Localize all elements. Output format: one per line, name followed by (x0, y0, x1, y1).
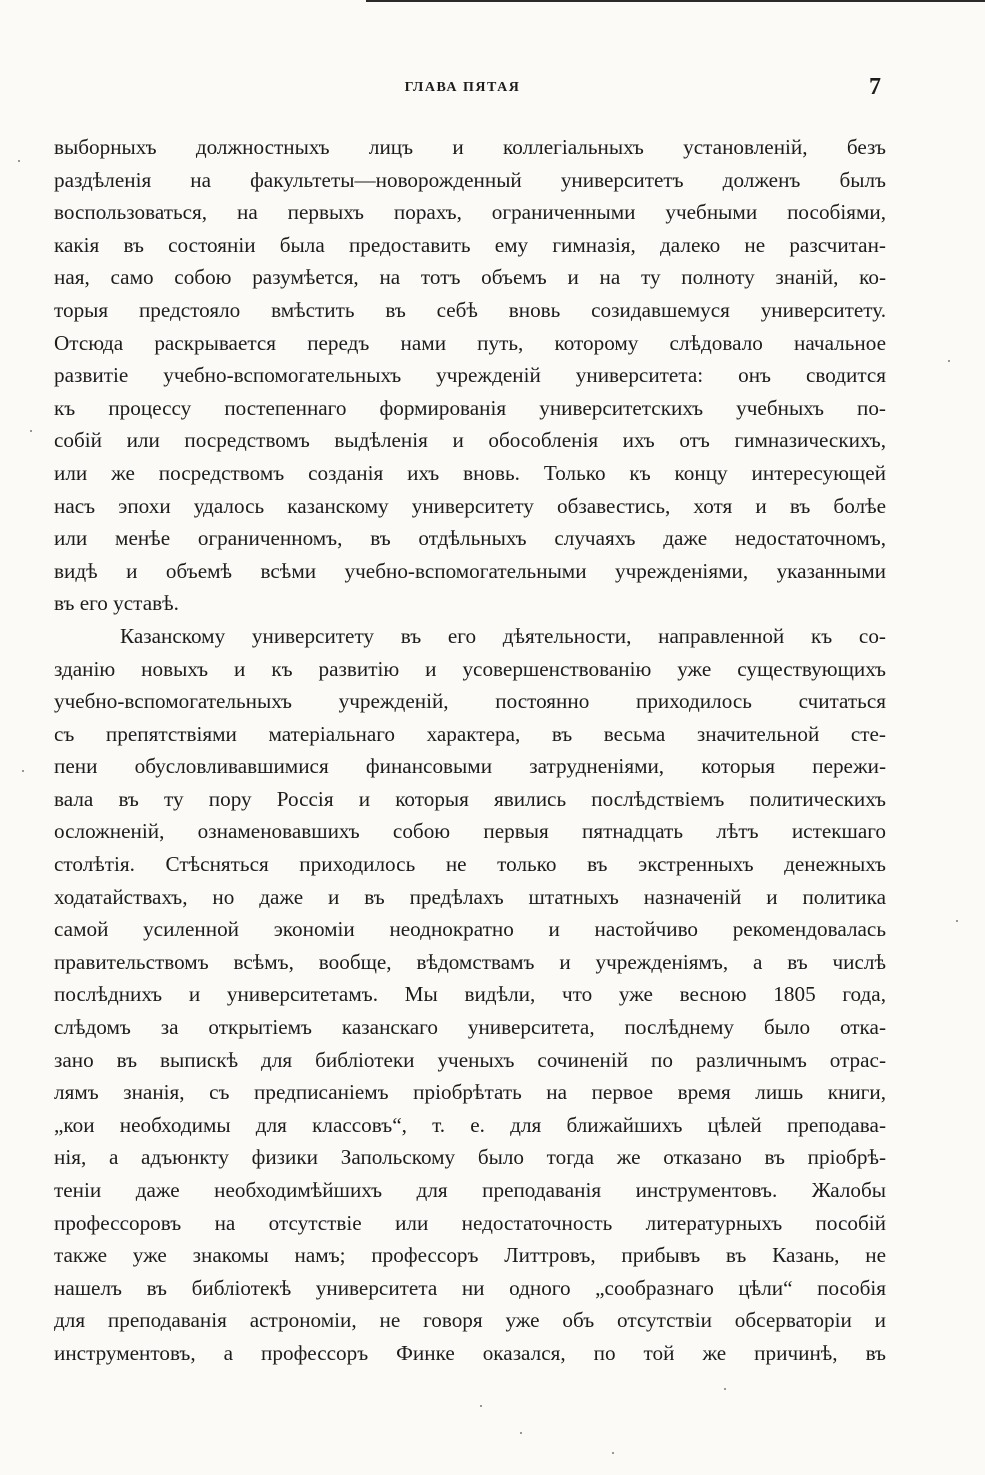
scan-speck (724, 1388, 726, 1390)
text-line: Казанскому университету въ его дѣятельности, направленной къ со- (120, 623, 886, 648)
text-line: собій или посредствомъ выдѣленія и обособленія ихъ отъ гимназическихъ, (54, 428, 886, 453)
text-line: теніи даже необходимѣйшихъ для преподаванія инструментовъ. Жалобы (54, 1178, 886, 1202)
text-line: учебно-вспомогательныхъ учрежденій, постоянно приходилось считаться (54, 689, 886, 714)
text-line: съ препятствіями матеріальнаго характера, въ весьма значительной сте- (54, 721, 886, 746)
text-line: торыя предстояло вмѣстить въ себѣ вновь созидавшемуся университету. (54, 297, 886, 322)
text-line: самой усиленной экономіи неоднократно и настойчиво рекомендовалась (54, 917, 886, 942)
running-title: ГЛАВА ПЯТАЯ (404, 80, 521, 95)
text-line: насъ эпохи удалось казанскому университету обзавестись, хотя и въ болѣе (54, 493, 886, 518)
text-line: выборныхъ должностныхъ лицъ и коллегіальныхъ установленій, безъ (54, 135, 886, 159)
text-line: видѣ и объемѣ всѣми учебно-вспомогательными учрежденіями, указанными (54, 558, 886, 583)
text-line: также уже знакомы намъ; профессоръ Литтровъ, прибывъ въ Казань, не (54, 1243, 886, 1268)
scan-speck (520, 1432, 522, 1434)
text-line: зано въ выпискѣ для библіотеки ученыхъ сочиненій по различнымъ отрас- (54, 1047, 886, 1072)
text-line: ная, само собою разумѣется, на тотъ объемъ и на ту полноту знаній, ко- (54, 265, 886, 290)
text-line: вала въ ту пору Россія и которыя явились послѣдствіемъ политическихъ (54, 786, 886, 811)
scan-speck (956, 920, 958, 922)
text-line: ходатайствахъ, но даже и въ предѣлахъ штатныхъ назначеній и политика (54, 884, 886, 909)
text-line: раздѣленія на факультеты—новорожденный университетъ долженъ былъ (54, 167, 886, 192)
scan-speck (480, 1405, 482, 1407)
text-line: воспользоваться, на первыхъ порахъ, ограниченными учебными пособіями, (54, 200, 886, 225)
text-line: пени обусловливавшимися финансовыми затрудненіями, которыя пережи- (54, 754, 886, 779)
text-line: въ его уставѣ. (54, 591, 179, 616)
text-line: слѣдомъ за открытіемъ казанскаго университета, послѣднему было отка- (54, 1015, 886, 1040)
text-line: для преподаванія астрономіи, не говоря уже объ отсутствіи обсерваторіи и (54, 1308, 886, 1333)
text-line: „кои необходимы для классовъ“, т. е. для ближайшихъ цѣлей преподава- (54, 1112, 886, 1137)
top-rule (366, 0, 985, 2)
text-line: развитіе учебно-вспомогательныхъ учрежденій университета: онъ сводится (54, 363, 886, 388)
text-line: къ процессу постепеннаго формированія университетскихъ учебныхъ по- (54, 395, 886, 420)
text-line: правительствомъ всѣмъ, вообще, вѣдомствамъ и учрежденіямъ, а въ числѣ (54, 949, 886, 974)
text-line: послѣднихъ и университетамъ. Мы видѣли, что уже весною 1805 года, (54, 982, 886, 1007)
running-head (0, 74, 985, 104)
text-line: или же посредствомъ созданія ихъ вновь. Только къ концу интересующей (54, 460, 886, 485)
scan-speck (612, 1452, 614, 1454)
text-line: нашелъ въ библіотекѣ университета ни одного „сообразнаго цѣли“ пособія (54, 1275, 886, 1300)
page-number: 7 (869, 74, 881, 100)
text-line: лямъ знанія, съ предписаніемъ пріобрѣтать на первое время лишь книги, (54, 1080, 886, 1105)
scan-speck (22, 770, 24, 772)
text-line: нія, а адъюнкту физики Запольскому было тогда же отказано въ пріобрѣ- (54, 1145, 886, 1170)
text-line: профессоровъ на отсутствіе или недостаточность литературныхъ пособій (54, 1210, 886, 1235)
text-line: Отсюда раскрывается передъ нами путь, которому слѣдовало начальное (54, 330, 886, 355)
text-line: какія въ состояніи была предоставить ему гимназія, далеко не разсчитан- (54, 232, 886, 257)
text-line: инструментовъ, а профессоръ Финке оказался, по той же причинѣ, въ (54, 1340, 886, 1365)
scan-speck (948, 360, 950, 362)
scan-speck (30, 430, 32, 432)
body-text (54, 131, 886, 1370)
text-line: зданію новыхъ и къ развитію и усовершенствованію уже существующихъ (54, 656, 886, 681)
scan-speck (18, 160, 20, 162)
text-line: или менѣе ограниченномъ, въ отдѣльныхъ случаяхъ даже недостаточномъ, (54, 526, 886, 551)
text-line: осложненій, ознаменовавшихъ собою первыя пятнадцать лѣтъ истекшаго (54, 819, 886, 844)
text-line: столѣтія. Стѣсняться приходилось не только въ экстренныхъ денежныхъ (54, 852, 886, 877)
